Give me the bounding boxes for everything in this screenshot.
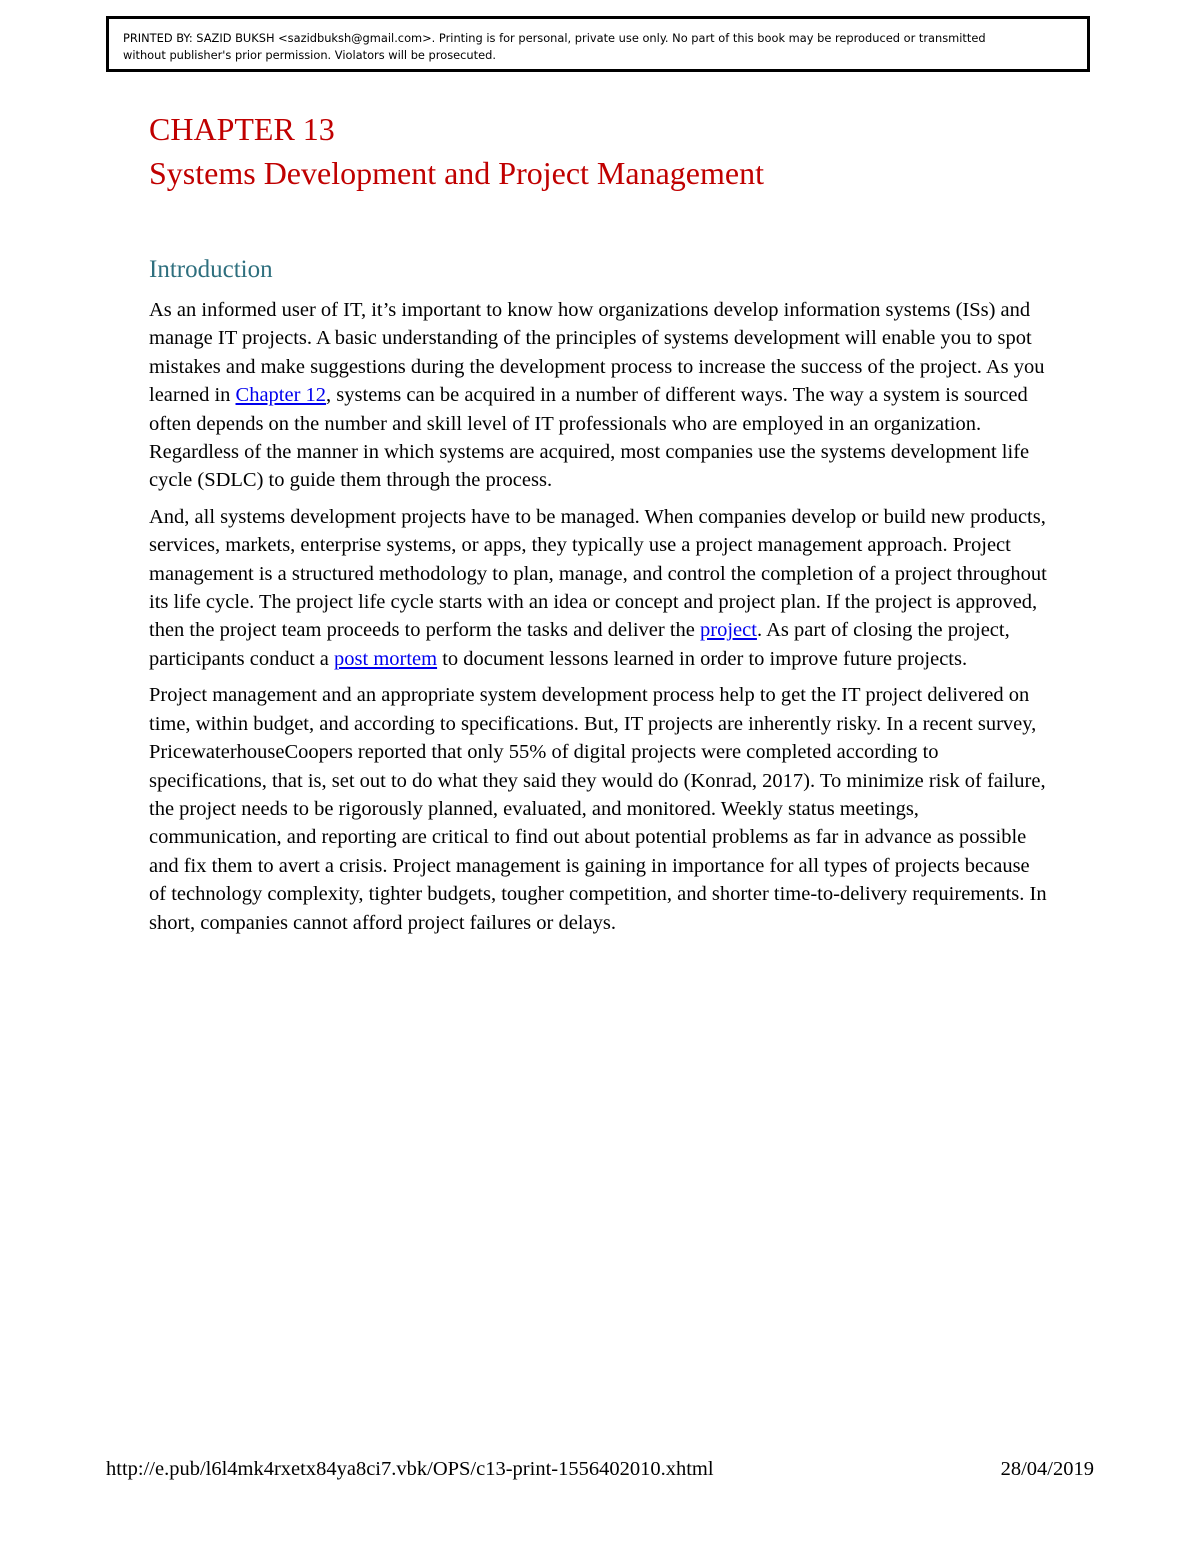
- paragraph-1: [149, 296, 1049, 495]
- paragraph-2-text-part-2: . As part of closing the project, participants conduct a: [149, 619, 1010, 670]
- paragraph-2-text-part-3: to document lessons learned in order to improve future projects.: [437, 647, 968, 670]
- chapter-number: CHAPTER 13: [149, 111, 335, 147]
- paragraph-1-text-after-link: , systems can be acquired in a number of different ways. The way a system is sourced often depends on the number and skill level of IT professionals who are employed in an organization. Regardless of the manner in which systems are acquired, most companies use the systems development life cycle (SDLC) to guide them through the process.: [149, 384, 1030, 492]
- section-heading-introduction: Introduction: [149, 256, 273, 283]
- paragraph-1-text-before-link: As an informed user of IT, it’s important to know how organizations develop information systems (ISs) and manage IT projects. A basic understanding of the principles of systems development will enable you to spot mistakes and make suggestions during the development process to increase the success of the project. As you learned in: [149, 299, 1045, 407]
- print-notice-line-2: without publisher's prior permission. Violators will be prosecuted.: [123, 48, 496, 62]
- paragraph-2: [149, 503, 1049, 673]
- paragraph-2-text-part-1: And, all systems development projects have to be managed. When companies develop or build new products, services, markets, enterprise systems, or apps, they typically use a project management approach. Project management is a structured methodology to plan, manage, and control the completion of a project throughout its life cycle. The project life cycle starts with an idea or concept and project plan. If the project is approved, then the project team proceeds to perform the tasks and deliver the: [149, 505, 1047, 642]
- footer-date: 28/04/2019: [1000, 1458, 1094, 1480]
- paragraph-3: Project management and an appropriate system development process help to get the IT project delivered on time, within budget, and according to specifications. But, IT projects are inherently risky. In a recent survey, PricewaterhouseCoopers reported that only 55% of digital projects were completed according to specifications, that is, set out to do what they said they would do (Konrad, 2017). To minimize risk of failure, the project needs to be rigorously planned, evaluated, and monitored. Weekly status meetings, communication, and reporting are critical to find out about potential problems as far in advance as possible and fix them to avert a crisis. Project management is gaining in importance for all types of projects because of technology complexity, tighter budgets, tougher competition, and shorter time-to-delivery requirements. In short, companies cannot afford project failures or delays.: [149, 684, 1047, 934]
- chapter-title: Systems Development and Project Management: [149, 155, 764, 191]
- footer-url: http://e.pub/l6l4mk4rxetx84ya8ci7.vbk/OPS/c13-print-1556402010.xhtml: [106, 1458, 714, 1480]
- print-notice-box: [106, 16, 1090, 72]
- document-content: [149, 108, 1049, 945]
- post-mortem-link[interactable]: post mortem: [334, 647, 438, 670]
- print-notice-line-1: PRINTED BY: SAZID BUKSH <sazidbuksh@gmail.com>. Printing is for personal, private use only. No part of this book may be reproduced or transmitted: [123, 31, 986, 45]
- project-link[interactable]: project: [700, 619, 757, 642]
- chapter-12-link[interactable]: Chapter 12: [235, 384, 327, 407]
